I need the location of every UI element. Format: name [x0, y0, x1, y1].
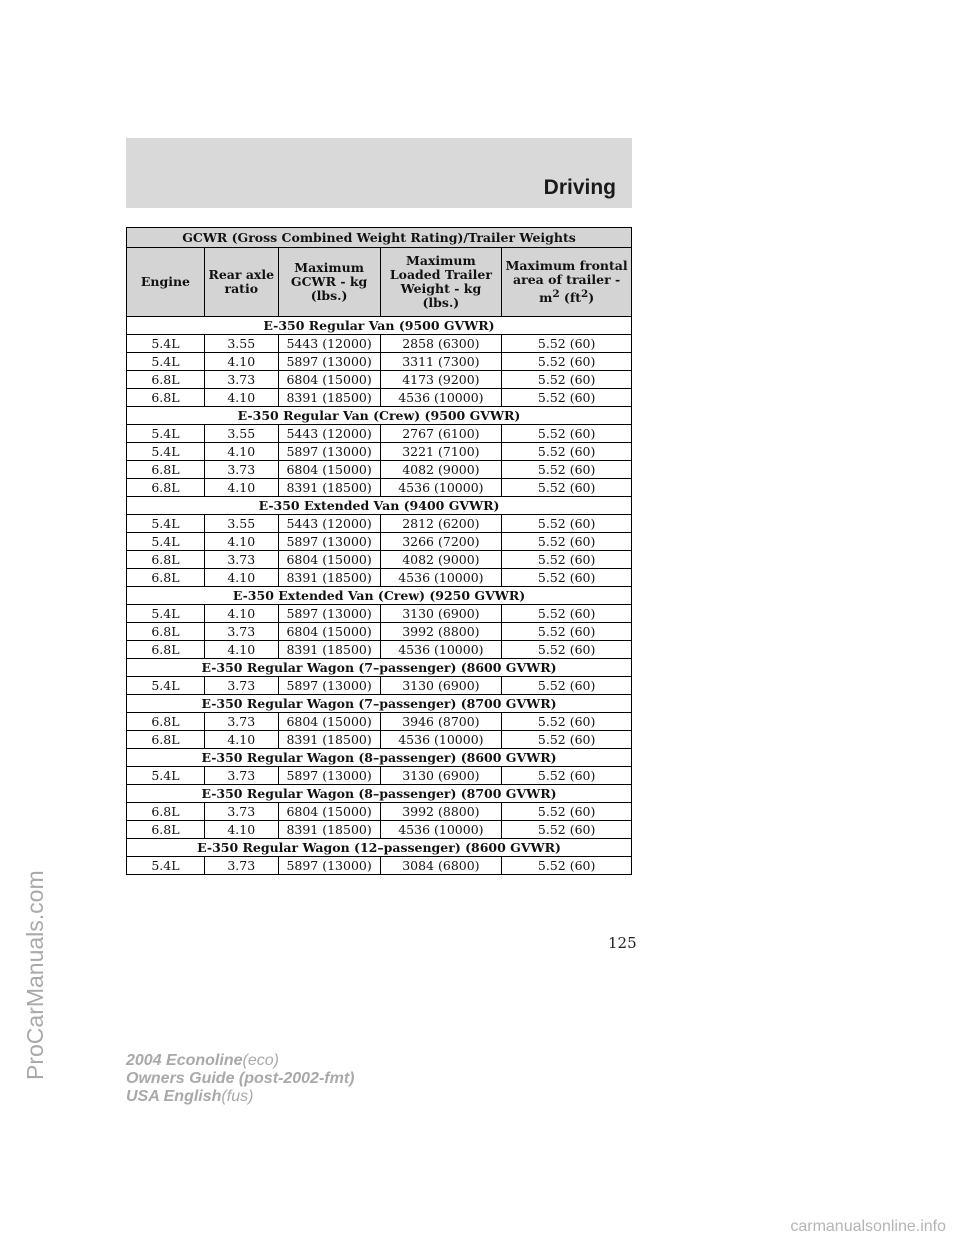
cell-axle-ratio: 4.10 [204, 731, 278, 749]
footer-line-1: 2004 Econoline(eco) [126, 1052, 279, 1069]
table-row [127, 425, 632, 443]
cell-gcwr: 8391 (18500) [278, 389, 380, 407]
footer-line-2: Owners Guide (post-2002-fmt) [126, 1070, 355, 1087]
cell-frontal-area: 5.52 (60) [502, 641, 632, 659]
cell-gcwr: 8391 (18500) [278, 641, 380, 659]
cell-trailer-weight: 4173 (9200) [380, 371, 502, 389]
trailer-weights-table [126, 227, 632, 875]
cell-axle-ratio: 4.10 [204, 389, 278, 407]
table-group-row [127, 497, 632, 515]
section-header-band [126, 138, 632, 208]
cell-frontal-area: 5.52 (60) [502, 371, 632, 389]
cell-trailer-weight: 4082 (9000) [380, 551, 502, 569]
cell-engine: 6.8L [127, 389, 205, 407]
cell-gcwr: 6804 (15000) [278, 461, 380, 479]
table-row [127, 767, 632, 785]
group-title: E-350 Regular Wagon (8–passenger) (8700 GVWR) [127, 785, 632, 803]
group-title: E-350 Regular Wagon (8–passenger) (8600 GVWR) [127, 749, 632, 767]
table-row [127, 479, 632, 497]
table-group-row [127, 407, 632, 425]
cell-engine: 6.8L [127, 569, 205, 587]
cell-engine: 6.8L [127, 731, 205, 749]
table-row [127, 533, 632, 551]
cell-engine: 6.8L [127, 803, 205, 821]
section-title: Driving [543, 176, 616, 199]
cell-engine: 5.4L [127, 533, 205, 551]
cell-engine: 5.4L [127, 335, 205, 353]
cell-engine: 5.4L [127, 857, 205, 875]
cell-frontal-area: 5.52 (60) [502, 515, 632, 533]
group-title: E-350 Regular Van (9500 GVWR) [127, 317, 632, 335]
cell-frontal-area: 5.52 (60) [502, 389, 632, 407]
table-row [127, 443, 632, 461]
cell-engine: 6.8L [127, 461, 205, 479]
cell-trailer-weight: 3266 (7200) [380, 533, 502, 551]
cell-frontal-area: 5.52 (60) [502, 605, 632, 623]
cell-engine: 6.8L [127, 821, 205, 839]
cell-gcwr: 8391 (18500) [278, 479, 380, 497]
table-row [127, 389, 632, 407]
table-group-row [127, 749, 632, 767]
column-header-trailer-weight: Maximum Loaded Trailer Weight - kg (lbs.) [380, 248, 502, 317]
column-header-engine: Engine [127, 248, 205, 317]
cell-trailer-weight: 4536 (10000) [380, 821, 502, 839]
cell-axle-ratio: 3.73 [204, 767, 278, 785]
cell-trailer-weight: 4536 (10000) [380, 731, 502, 749]
cell-engine: 5.4L [127, 677, 205, 695]
column-header-frontal-area: Maximum frontal area of trailer - $m^2$ $(ft^2)$ [502, 248, 632, 317]
group-title: E-350 Extended Van (9400 GVWR) [127, 497, 632, 515]
table-row [127, 335, 632, 353]
cell-engine: 5.4L [127, 767, 205, 785]
cell-gcwr: 5897 (13000) [278, 443, 380, 461]
cell-axle-ratio: 3.55 [204, 425, 278, 443]
cell-frontal-area: 5.52 (60) [502, 803, 632, 821]
cell-gcwr: 5443 (12000) [278, 515, 380, 533]
cell-axle-ratio: 4.10 [204, 569, 278, 587]
cell-frontal-area: 5.52 (60) [502, 335, 632, 353]
cell-axle-ratio: 3.55 [204, 335, 278, 353]
cell-trailer-weight: 3084 (6800) [380, 857, 502, 875]
cell-engine: 5.4L [127, 515, 205, 533]
table-row [127, 713, 632, 731]
cell-axle-ratio: 4.10 [204, 443, 278, 461]
cell-frontal-area: 5.52 (60) [502, 677, 632, 695]
cell-axle-ratio: 4.10 [204, 641, 278, 659]
group-title: E-350 Regular Wagon (12–passenger) (8600 GVWR) [127, 839, 632, 857]
cell-axle-ratio: 4.10 [204, 605, 278, 623]
cell-engine: 6.8L [127, 371, 205, 389]
table-title-row [127, 228, 632, 248]
cell-gcwr: 5897 (13000) [278, 767, 380, 785]
footer-line-3: USA English(fus) [126, 1088, 254, 1105]
cell-trailer-weight: 3311 (7300) [380, 353, 502, 371]
cell-frontal-area: 5.52 (60) [502, 443, 632, 461]
cell-trailer-weight: 2812 (6200) [380, 515, 502, 533]
bottom-watermark: carmanualsonline.info [790, 1218, 946, 1235]
cell-frontal-area: 5.52 (60) [502, 731, 632, 749]
table-group-row [127, 839, 632, 857]
cell-axle-ratio: 3.73 [204, 713, 278, 731]
cell-trailer-weight: 4536 (10000) [380, 389, 502, 407]
table-row [127, 569, 632, 587]
cell-gcwr: 8391 (18500) [278, 569, 380, 587]
cell-frontal-area: 5.52 (60) [502, 623, 632, 641]
cell-trailer-weight: 3992 (8800) [380, 803, 502, 821]
cell-axle-ratio: 3.55 [204, 515, 278, 533]
cell-frontal-area: 5.52 (60) [502, 479, 632, 497]
cell-engine: 6.8L [127, 713, 205, 731]
cell-axle-ratio: 3.73 [204, 371, 278, 389]
cell-gcwr: 6804 (15000) [278, 551, 380, 569]
table-group-row [127, 587, 632, 605]
cell-trailer-weight: 2767 (6100) [380, 425, 502, 443]
cell-engine: 5.4L [127, 353, 205, 371]
column-header-gcwr: Maximum GCWR - kg (lbs.) [278, 248, 380, 317]
cell-trailer-weight: 2858 (6300) [380, 335, 502, 353]
side-watermark: ProCarManuals.com [22, 870, 48, 1080]
cell-frontal-area: 5.52 (60) [502, 461, 632, 479]
cell-frontal-area: 5.52 (60) [502, 767, 632, 785]
column-header-axle-ratio: Rear axle ratio [204, 248, 278, 317]
cell-frontal-area: 5.52 (60) [502, 569, 632, 587]
cell-engine: 5.4L [127, 605, 205, 623]
cell-gcwr: 5897 (13000) [278, 533, 380, 551]
cell-frontal-area: 5.52 (60) [502, 353, 632, 371]
cell-gcwr: 8391 (18500) [278, 731, 380, 749]
cell-frontal-area: 5.52 (60) [502, 821, 632, 839]
cell-axle-ratio: 3.73 [204, 677, 278, 695]
table-group-row [127, 785, 632, 803]
cell-trailer-weight: 4536 (10000) [380, 479, 502, 497]
cell-axle-ratio: 3.73 [204, 857, 278, 875]
table-title: GCWR (Gross Combined Weight Rating)/Trailer Weights [127, 228, 632, 248]
cell-gcwr: 5443 (12000) [278, 335, 380, 353]
cell-frontal-area: 5.52 (60) [502, 551, 632, 569]
cell-gcwr: 6804 (15000) [278, 713, 380, 731]
cell-axle-ratio: 3.73 [204, 551, 278, 569]
cell-gcwr: 5897 (13000) [278, 677, 380, 695]
cell-axle-ratio: 4.10 [204, 353, 278, 371]
table-group-row [127, 695, 632, 713]
cell-trailer-weight: 3221 (7100) [380, 443, 502, 461]
cell-engine: 6.8L [127, 641, 205, 659]
group-title: E-350 Regular Wagon (7–passenger) (8600 GVWR) [127, 659, 632, 677]
table-row [127, 605, 632, 623]
cell-trailer-weight: 3946 (8700) [380, 713, 502, 731]
cell-gcwr: 5897 (13000) [278, 605, 380, 623]
cell-trailer-weight: 4082 (9000) [380, 461, 502, 479]
table-header-row [127, 248, 632, 317]
cell-gcwr: 6804 (15000) [278, 803, 380, 821]
cell-axle-ratio: 3.73 [204, 803, 278, 821]
cell-axle-ratio: 4.10 [204, 821, 278, 839]
table-row [127, 551, 632, 569]
cell-trailer-weight: 3130 (6900) [380, 767, 502, 785]
table-group-row [127, 659, 632, 677]
cell-frontal-area: 5.52 (60) [502, 713, 632, 731]
cell-trailer-weight: 3130 (6900) [380, 677, 502, 695]
cell-trailer-weight: 3992 (8800) [380, 623, 502, 641]
table-row [127, 677, 632, 695]
table-row [127, 515, 632, 533]
cell-trailer-weight: 3130 (6900) [380, 605, 502, 623]
cell-gcwr: 8391 (18500) [278, 821, 380, 839]
table-row [127, 641, 632, 659]
group-title: E-350 Extended Van (Crew) (9250 GVWR) [127, 587, 632, 605]
cell-frontal-area: 5.52 (60) [502, 533, 632, 551]
cell-trailer-weight: 4536 (10000) [380, 569, 502, 587]
cell-axle-ratio: 3.73 [204, 461, 278, 479]
cell-engine: 6.8L [127, 479, 205, 497]
cell-axle-ratio: 4.10 [204, 533, 278, 551]
table-row [127, 461, 632, 479]
cell-gcwr: 6804 (15000) [278, 371, 380, 389]
cell-engine: 5.4L [127, 443, 205, 461]
cell-engine: 6.8L [127, 623, 205, 641]
cell-gcwr: 6804 (15000) [278, 623, 380, 641]
cell-gcwr: 5897 (13000) [278, 353, 380, 371]
table-row [127, 803, 632, 821]
table-group-row [127, 317, 632, 335]
table-row [127, 857, 632, 875]
page-number: 125 [608, 934, 637, 952]
table-row [127, 731, 632, 749]
cell-engine: 5.4L [127, 425, 205, 443]
group-title: E-350 Regular Wagon (7–passenger) (8700 GVWR) [127, 695, 632, 713]
cell-gcwr: 5897 (13000) [278, 857, 380, 875]
table-row [127, 821, 632, 839]
table-row [127, 623, 632, 641]
cell-frontal-area: 5.52 (60) [502, 857, 632, 875]
cell-frontal-area: 5.52 (60) [502, 425, 632, 443]
document-footer [126, 1052, 354, 1106]
table-row [127, 353, 632, 371]
group-title: E-350 Regular Van (Crew) (9500 GVWR) [127, 407, 632, 425]
table-row [127, 371, 632, 389]
cell-axle-ratio: 4.10 [204, 479, 278, 497]
cell-engine: 6.8L [127, 551, 205, 569]
cell-trailer-weight: 4536 (10000) [380, 641, 502, 659]
cell-gcwr: 5443 (12000) [278, 425, 380, 443]
cell-axle-ratio: 3.73 [204, 623, 278, 641]
